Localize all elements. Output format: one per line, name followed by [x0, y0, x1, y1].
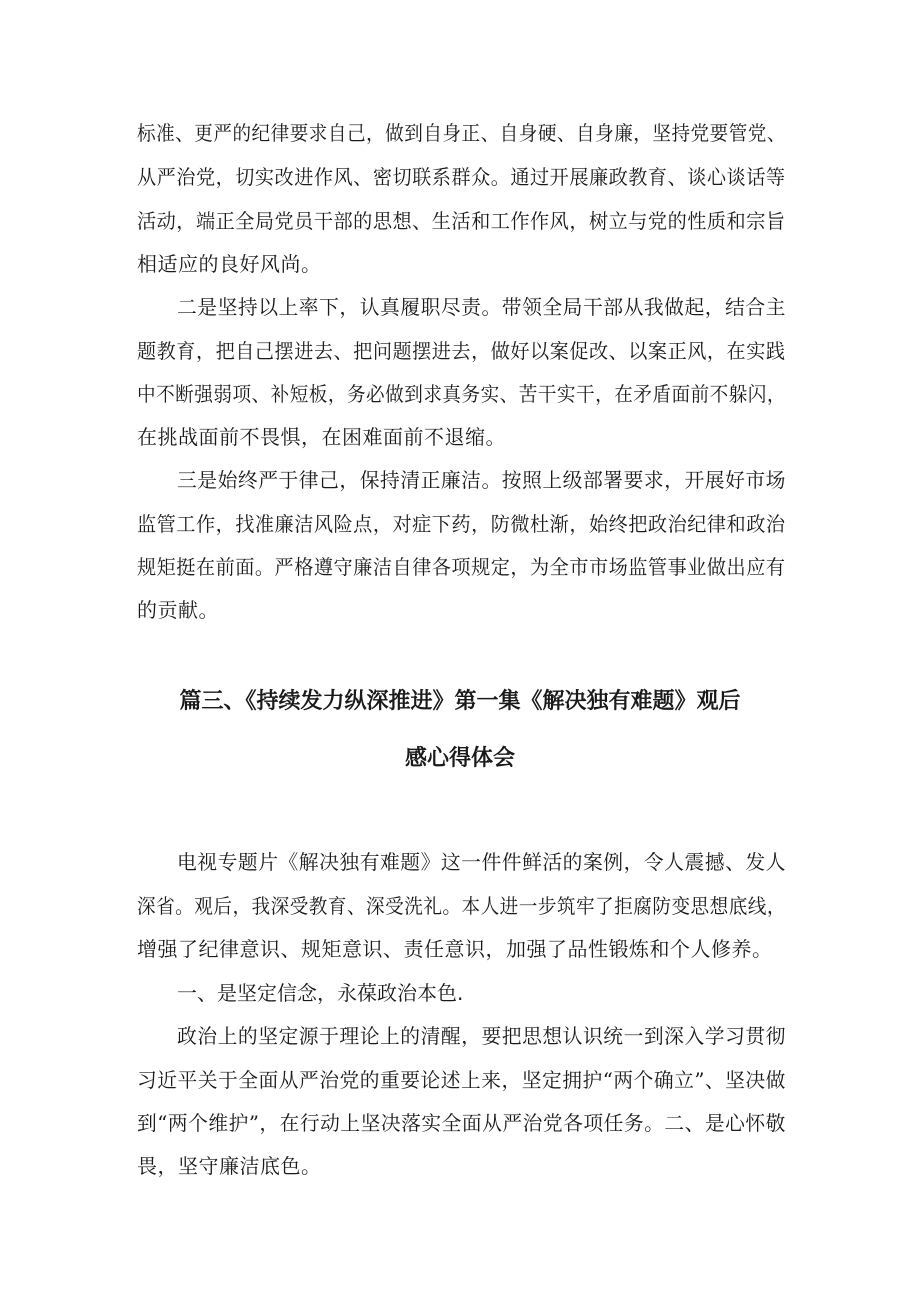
paragraph-line: 电视专题片《解决独有难题》这一件件鲜活的案例，令人震撼、发人	[177, 850, 786, 874]
paragraph-line: 的贡献。	[137, 598, 219, 622]
paragraph-line: 标准、更严的纪律要求自己，做到自身正、自身硬、自身廉，坚持党要管党、	[137, 121, 786, 145]
paragraph-line: 三是始终严于律己，保持清正廉洁。按照上级部署要求，开展好市场	[177, 468, 786, 492]
paragraph-line: 活动，端正全局党员干部的思想、生活和工作作风，树立与党的性质和宗旨	[137, 209, 786, 233]
paragraph-line: 畏，坚守廉洁底色。	[137, 1154, 322, 1178]
paragraph-line: 二是坚持以上率下，认真履职尽责。带领全局干部从我做起，结合主	[177, 295, 786, 319]
paragraph-line: 监管工作，找准廉洁风险点，对症下药，防微杜渐，始终把政治纪律和政治	[137, 512, 786, 536]
section-heading: 篇三、《持续发力纵深推进》第一集《解决独有难题》观后	[179, 689, 741, 714]
paragraph-line: 题教育，把自己摆进去、把问题摆进去，做好以案促改、以案正风，在实践	[137, 339, 786, 363]
paragraph-line: 到“两个维护”，在行动上坚决落实全面从严治党各项任务。二、是心怀敬	[137, 1111, 786, 1135]
paragraph-line: 在挑战面前不畏惧，在困难面前不退缩。	[137, 425, 506, 449]
section-heading-continued: 感心得体会	[404, 746, 515, 771]
paragraph-line: 相适应的良好风尚。	[137, 252, 322, 276]
paragraph-line: 增强了纪律意识、规矩意识、责任意识，加强了品性锻炼和个人修养。	[137, 937, 773, 961]
subheading: 一、是坚定信念，永葆政治本色.	[177, 981, 464, 1005]
paragraph-line: 从严治党，切实改进作风、密切联系群众。通过开展廉政教育、谈心谈话等	[137, 165, 786, 189]
paragraph-line: 习近平关于全面从严治党的重要论述上来，坚定拥护“两个确立”、坚决做	[137, 1068, 786, 1092]
paragraph-line: 中不断强弱项、补短板，务必做到求真务实、苦干实干，在矛盾面前不躲闪，	[137, 382, 786, 406]
paragraph-line: 政治上的坚定源于理论上的清醒，要把思想认识统一到深入学习贯彻	[177, 1024, 786, 1048]
paragraph-line: 深省。观后，我深受教育、深受洗礼。本人进一步筑牢了拒腐防变思想底线，	[137, 894, 786, 918]
paragraph-line: 规矩挺在前面。严格遵守廉洁自律各项规定，为全市市场监管事业做出应有	[137, 555, 786, 579]
